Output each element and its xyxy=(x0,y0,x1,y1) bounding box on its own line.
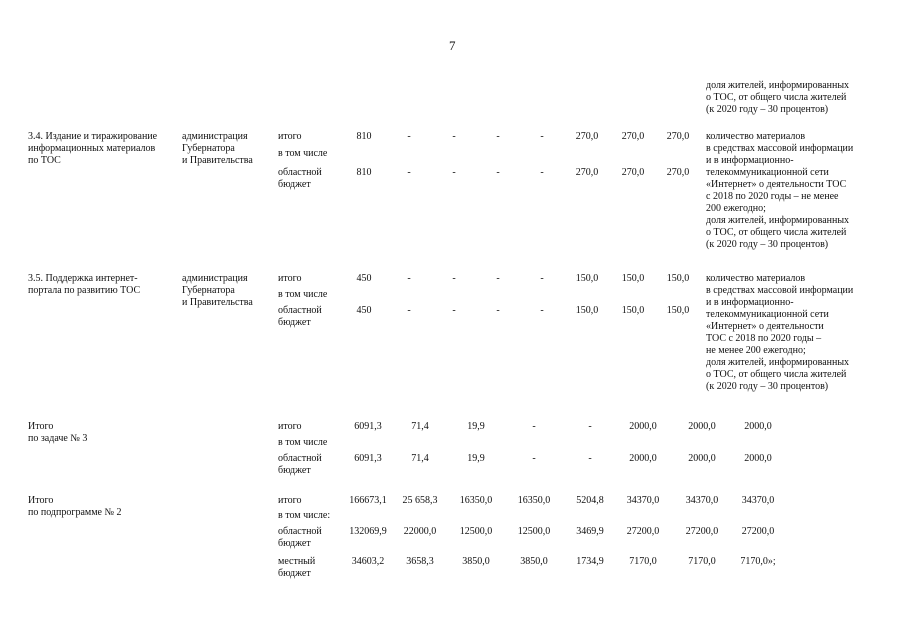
indicator-line: ТОС с 2018 по 2020 годы – xyxy=(706,333,822,344)
indicator-line: телекоммуникационной сети xyxy=(706,309,829,320)
value-cell: - xyxy=(452,305,456,316)
value-cell: 270,0 xyxy=(621,131,645,142)
label-line: бюджет xyxy=(278,179,311,190)
value-cell: 2000,0 xyxy=(744,421,772,432)
total-subprogram-2-name xyxy=(28,495,122,519)
value-cell: - xyxy=(540,167,544,178)
value-cell: - xyxy=(532,421,536,432)
label-line: областной xyxy=(278,305,322,316)
indicator-line: телекоммуникационной сети xyxy=(706,167,829,178)
indicator-line: о ТОС, от общего числа жителей xyxy=(706,369,847,380)
total-subprogram-2-label-regional xyxy=(278,526,322,550)
value-cell: 270,0 xyxy=(575,167,599,178)
value-cell: 3658,3 xyxy=(406,556,434,567)
row-3-5-name xyxy=(28,273,140,297)
value-cell: 25 658,3 xyxy=(402,495,438,506)
indicator-line: количество материалов xyxy=(706,131,806,142)
row-3-5-label-total: итого xyxy=(278,273,302,284)
value-cell: - xyxy=(588,421,592,432)
name-line: по ТОС xyxy=(28,155,61,166)
indicator-line: в средствах массовой информации xyxy=(706,285,854,296)
indicator-line: и в информационно- xyxy=(706,297,794,308)
value-cell: - xyxy=(452,273,456,284)
value-cell: - xyxy=(407,273,411,284)
value-cell: 3850,0 xyxy=(462,556,490,567)
label-line: бюджет xyxy=(278,317,311,328)
indicator-line: (к 2020 году – 30 процентов) xyxy=(706,381,829,392)
value-cell: 810 xyxy=(356,131,372,142)
value-cell: 34370,0 xyxy=(626,495,660,506)
row-3-5-executor xyxy=(182,273,253,309)
indicator-line: доля жителей, информированных xyxy=(706,215,850,226)
value-cell: - xyxy=(496,273,500,284)
value-cell: 2000,0 xyxy=(744,453,772,464)
value-cell: 16350,0 xyxy=(517,495,551,506)
total-task-3-label-including: в том числе xyxy=(278,437,328,448)
value-cell: 12500,0 xyxy=(459,526,493,537)
value-cell: 450 xyxy=(356,273,372,284)
value-cell: 270,0 xyxy=(575,131,599,142)
indicator-line: (к 2020 году – 30 процентов) xyxy=(706,239,829,250)
value-cell: - xyxy=(540,305,544,316)
executor-line: Губернатора xyxy=(182,285,235,296)
label-line: областной xyxy=(278,526,322,537)
total-task-3-name xyxy=(28,421,87,445)
value-cell: 7170,0»; xyxy=(740,556,776,567)
value-cell: 2000,0 xyxy=(629,453,657,464)
name-line: информационных материалов xyxy=(28,143,156,154)
label-line: местный xyxy=(278,556,316,567)
total-subprogram-2-label-local xyxy=(278,556,315,580)
label-line: бюджет xyxy=(278,465,311,476)
value-cell: 5204,8 xyxy=(576,495,604,506)
value-cell: 150,0 xyxy=(575,273,599,284)
value-cell: 34370,0 xyxy=(741,495,775,506)
value-cell: 71,4 xyxy=(411,421,429,432)
value-cell: 150,0 xyxy=(666,305,690,316)
row-3-4-name xyxy=(28,131,157,167)
value-cell: 16350,0 xyxy=(459,495,493,506)
value-cell: - xyxy=(588,453,592,464)
row-3-4-executor xyxy=(182,131,253,167)
value-cell: - xyxy=(532,453,536,464)
value-cell: - xyxy=(496,131,500,142)
value-cell: 450 xyxy=(356,305,372,316)
executor-line: и Правительства xyxy=(182,297,253,308)
value-cell: 3469,9 xyxy=(576,526,604,537)
value-cell: - xyxy=(540,273,544,284)
value-cell: 1734,9 xyxy=(576,556,604,567)
value-cell: 150,0 xyxy=(575,305,599,316)
row-3-4-indicator xyxy=(706,131,853,251)
value-cell: - xyxy=(407,167,411,178)
indicator-line: доля жителей, информированных xyxy=(706,80,850,91)
value-cell: 270,0 xyxy=(621,167,645,178)
indicator-line: «Интернет» о деятельности xyxy=(706,321,824,332)
total-subprogram-2-label-including: в том числе: xyxy=(278,510,331,521)
indicator-line: о ТОС, от общего числа жителей xyxy=(706,227,847,238)
executor-line: Губернатора xyxy=(182,143,235,154)
value-cell: 166673,1 xyxy=(349,495,387,506)
value-cell: 6091,3 xyxy=(354,421,382,432)
value-cell: 6091,3 xyxy=(354,453,382,464)
value-cell: - xyxy=(496,167,500,178)
executor-line: администрация xyxy=(182,131,248,142)
value-cell: - xyxy=(407,305,411,316)
indicator-line: с 2018 по 2020 годы – не менее xyxy=(706,191,839,202)
value-cell: 27200,0 xyxy=(685,526,719,537)
name-line: 3.5. Поддержка интернет- xyxy=(28,273,138,284)
value-cell: 150,0 xyxy=(666,273,690,284)
name-line: по задаче № 3 xyxy=(28,433,88,444)
top-indicator xyxy=(706,80,849,116)
row-3-5-label-including: в том числе xyxy=(278,289,328,300)
total-task-3-label-regional xyxy=(278,453,322,477)
value-cell: 19,9 xyxy=(467,453,485,464)
name-line: Итого xyxy=(28,421,54,432)
value-cell: 71,4 xyxy=(411,453,429,464)
value-cell: 3850,0 xyxy=(520,556,548,567)
indicator-line: количество материалов xyxy=(706,273,806,284)
value-cell: 34370,0 xyxy=(685,495,719,506)
indicator-line: не менее 200 ежегодно; xyxy=(706,345,806,356)
label-line: бюджет xyxy=(278,538,311,549)
indicator-line: в средствах массовой информации xyxy=(706,143,854,154)
row-3-5-label-regional xyxy=(278,305,322,329)
label-line: областной xyxy=(278,453,322,464)
indicator-line: и в информационно- xyxy=(706,155,794,166)
value-cell: - xyxy=(407,131,411,142)
name-line: по подпрограмме № 2 xyxy=(28,507,122,518)
indicator-line: доля жителей, информированных xyxy=(706,357,850,368)
value-cell: 2000,0 xyxy=(688,453,716,464)
row-3-5-indicator xyxy=(706,273,853,393)
page-number: 7 xyxy=(449,38,456,53)
value-cell: 150,0 xyxy=(621,305,645,316)
indicator-line: (к 2020 году – 30 процентов) xyxy=(706,104,829,115)
name-line: портала по развитию ТОС xyxy=(28,285,141,296)
value-cell: 132069,9 xyxy=(349,526,387,537)
total-task-3-label-total: итого xyxy=(278,421,302,432)
total-subprogram-2-label-total: итого xyxy=(278,495,302,506)
label-line: областной xyxy=(278,167,322,178)
row-3-4-label-regional xyxy=(278,167,322,191)
value-cell: 7170,0 xyxy=(629,556,657,567)
value-cell: 27200,0 xyxy=(741,526,775,537)
value-cell: 150,0 xyxy=(621,273,645,284)
value-cell: 7170,0 xyxy=(688,556,716,567)
indicator-line: «Интернет» о деятельности ТОС xyxy=(706,179,847,190)
value-cell: 19,9 xyxy=(467,421,485,432)
value-cell: 270,0 xyxy=(666,167,690,178)
value-cell: 270,0 xyxy=(666,131,690,142)
value-cell: - xyxy=(452,167,456,178)
value-cell: 2000,0 xyxy=(629,421,657,432)
executor-line: и Правительства xyxy=(182,155,253,166)
value-cell: 22000,0 xyxy=(403,526,437,537)
value-cell: - xyxy=(540,131,544,142)
name-line: 3.4. Издание и тиражирование xyxy=(28,131,158,142)
row-3-4-label-total: итого xyxy=(278,131,302,142)
label-line: бюджет xyxy=(278,568,311,579)
value-cell: 34603,2 xyxy=(351,556,385,567)
executor-line: администрация xyxy=(182,273,248,284)
value-cell: - xyxy=(452,131,456,142)
value-cell: 2000,0 xyxy=(688,421,716,432)
value-cell: - xyxy=(496,305,500,316)
value-cell: 810 xyxy=(356,167,372,178)
name-line: Итого xyxy=(28,495,54,506)
value-cell: 27200,0 xyxy=(626,526,660,537)
row-3-4-label-including: в том числе xyxy=(278,148,328,159)
indicator-line: 200 ежегодно; xyxy=(706,203,766,214)
indicator-line: о ТОС, от общего числа жителей xyxy=(706,92,847,103)
value-cell: 12500,0 xyxy=(517,526,551,537)
